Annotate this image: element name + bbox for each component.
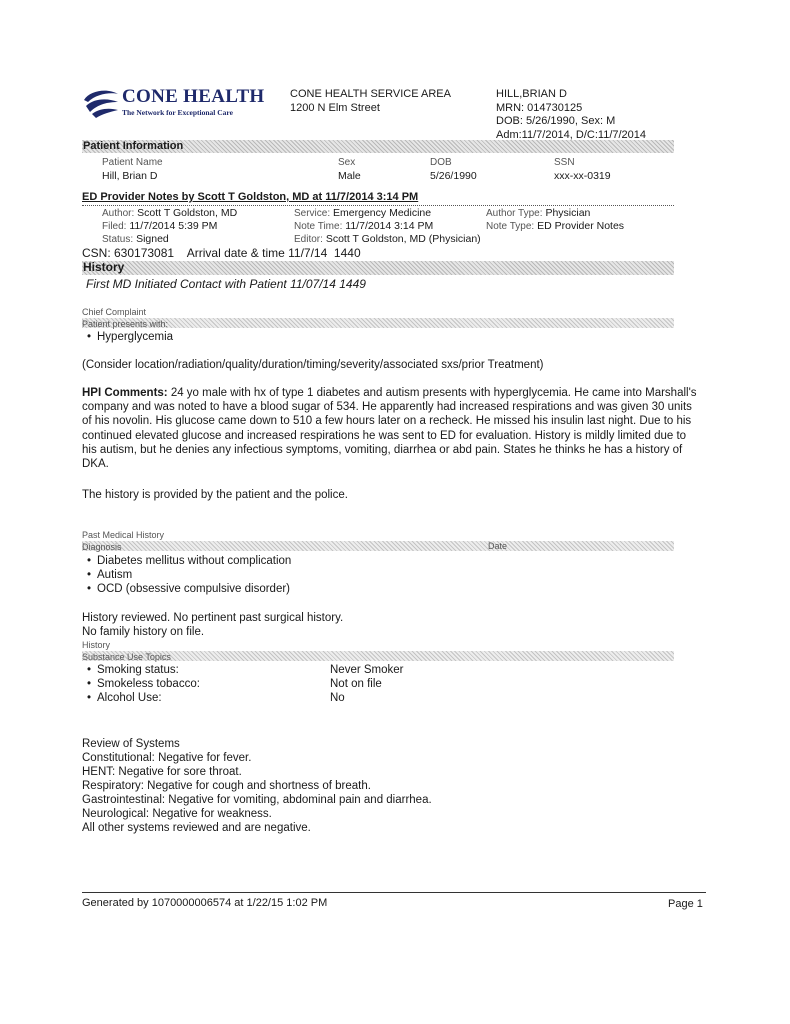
col-sex-label: Sex [338, 157, 356, 168]
filed-value: 11/7/2014 5:39 PM [129, 220, 218, 232]
facility-address: 1200 N Elm Street [290, 101, 380, 114]
author-type-label: Author Type: [486, 208, 543, 219]
diagnosis-label: Diagnosis [82, 542, 122, 552]
dob-sex: DOB: 5/26/1990, Sex: M [496, 115, 616, 127]
note-title-rule [82, 205, 674, 206]
substance-value-smokeless: Not on file [330, 678, 382, 690]
family-history-text: No family history on file. [82, 626, 205, 638]
note-editor-row [294, 233, 481, 245]
hpi-label: HPI Comments: [82, 387, 168, 399]
substance-band [82, 651, 674, 661]
service-value: Emergency Medicine [333, 207, 432, 219]
patient-info-title: Patient Information [83, 140, 184, 152]
ros-line: Constitutional: Negative for fever. [82, 752, 252, 764]
patient-dob: 5/26/1990 [430, 170, 477, 182]
editor-label: Editor: [294, 234, 323, 245]
substance-row-alcohol [82, 691, 345, 705]
ros-line: Respiratory: Negative for cough and shortness of breath. [82, 780, 371, 792]
footer-rule [82, 892, 706, 893]
status-value: Signed [136, 233, 169, 245]
complaint-list [82, 330, 173, 344]
presents-with-label: Patient presents with: [82, 319, 169, 329]
history-small-label: History [82, 640, 111, 650]
list-item: • OCD (obsessive compulsive disorder) [82, 582, 291, 596]
ros-line: Gastrointestinal: Negative for vomiting, abdominal pain and diarrhea. [82, 794, 432, 806]
history-title: History [83, 260, 125, 274]
hpi-text: 24 yo male with hx of type 1 diabetes and autism presents with hyperglycemia. He came into Marshall's company and was noted to have a blood sugar of 534. He apparently had increased respirations and was given 30 units of his novolin. His glucose came down to 510 a few hours later on a recheck. He missed his insulin last night. Due to his continued elevated glucose and increased respirations he was sent to ED for evaluation. History is mildly limited due to his autism, but he denies any infectious symptoms, vomiting, diarrhea or abd pain. States he thinks he has a history of DKA. [82, 387, 697, 471]
pmh-label: Past Medical History [82, 530, 165, 540]
csn-arrival-line: CSN: 630173081 Arrival date & time 11/7/14 1440 [82, 246, 361, 260]
note-type-row [486, 220, 624, 232]
patient-ssn: xxx-xx-0319 [554, 170, 611, 182]
substance-row-smokeless [82, 677, 382, 691]
admission-dates: Adm:11/7/2014, D/C:11/7/2014 [496, 128, 647, 141]
diagnosis-list [82, 554, 291, 596]
service-label: Service: [294, 208, 331, 219]
patient-sex: Male [338, 170, 361, 182]
patient-info-band [82, 140, 674, 153]
first-contact-line: First MD Initiated Contact with Patient 11/07/14 1449 [86, 277, 366, 291]
status-label: Status: [102, 234, 134, 245]
editor-value: Scott T Goldston, MD (Physician) [325, 233, 481, 245]
note-type-label: Note Type: [486, 221, 535, 232]
substance-value-smoking: Never Smoker [330, 664, 404, 676]
diagnosis-band [82, 541, 674, 551]
presents-with-band [82, 318, 674, 328]
note-author-type-row [486, 207, 590, 219]
date-label: Date [488, 541, 508, 551]
list-item: • Hyperglycemia [82, 330, 173, 344]
list-item: • Diabetes mellitus without complication [82, 554, 291, 568]
substance-label: Substance Use Topics [82, 652, 171, 662]
ros-line: All other systems reviewed and are negative. [82, 822, 311, 834]
cone-health-logo [82, 84, 265, 128]
note-author-row [102, 207, 237, 219]
note-service-row [294, 207, 431, 219]
note-type-value: ED Provider Notes [537, 220, 625, 232]
col-name-label: Patient Name [102, 157, 163, 168]
mrn: MRN: 014730125 [496, 101, 583, 114]
page-number: Page 1 [668, 898, 703, 910]
note-time-label: Note Time: [294, 221, 343, 232]
ros-line: HENT: Negative for sore throat. [82, 766, 242, 778]
brand-tagline: The Network for Exceptional Care [122, 108, 233, 117]
note-status-row [102, 233, 169, 245]
ros-line: Neurological: Negative for weakness. [82, 808, 272, 820]
history-band [82, 261, 674, 275]
note-time-row [294, 220, 433, 232]
filed-label: Filed: [102, 221, 127, 232]
hpi-paragraph [82, 386, 702, 471]
facility-name: CONE HEALTH SERVICE AREA [290, 88, 451, 100]
col-dob-label: DOB [430, 157, 452, 168]
note-time-value: 11/7/2014 3:14 PM [345, 220, 434, 232]
author-type-value: Physician [545, 207, 591, 219]
facility-block [290, 88, 451, 115]
col-ssn-label: SSN [554, 157, 575, 168]
substance-label-smoking: Smoking status: [97, 664, 179, 676]
generated-by: Generated by 1070000006574 at 1/22/15 1:02 PM [82, 897, 328, 909]
patient-name: Hill, Brian D [102, 170, 158, 182]
note-filed-row [102, 220, 217, 232]
note-title: ED Provider Notes by Scott T Goldston, MD at 11/7/2014 3:14 PM [82, 191, 419, 203]
substance-list [82, 663, 404, 705]
author-label: Author: [102, 208, 135, 219]
review-of-systems [82, 737, 702, 835]
author-value: Scott T Goldston, MD [137, 207, 238, 219]
consider-text: (Consider location/radiation/quality/duration/timing/severity/associated sxs/prior Treatment) [82, 359, 544, 371]
chief-complaint-label: Chief Complaint [82, 307, 147, 317]
history-provided-by: The history is provided by the patient and the police. [82, 489, 348, 501]
swoosh-logo-icon [82, 86, 120, 118]
substance-label-alcohol: Alcohol Use: [97, 692, 162, 704]
substance-value-alcohol: No [330, 692, 345, 704]
list-item: • Autism [82, 568, 291, 582]
patient-header-block [496, 88, 646, 142]
surgical-history-text: History reviewed. No pertinent past surgical history. [82, 612, 344, 624]
ros-title: Review of Systems [82, 738, 180, 750]
brand-name: CONE HEALTH [122, 86, 265, 107]
substance-row-smoking [82, 663, 404, 677]
patient-name-header: HILL,BRIAN D [496, 88, 567, 100]
substance-label-smokeless: Smokeless tobacco: [97, 678, 200, 690]
